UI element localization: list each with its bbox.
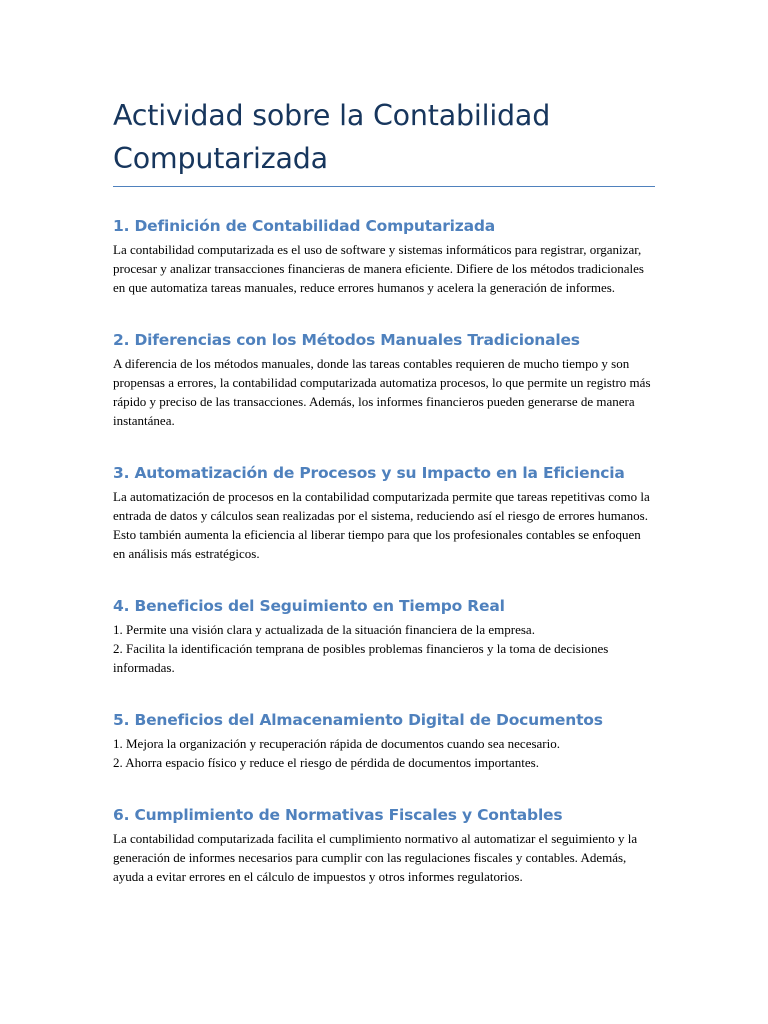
section-heading: 1. Definición de Contabilidad Computarizada <box>113 217 496 235</box>
section-definicion <box>113 216 655 297</box>
section-body <box>113 620 655 677</box>
section-body <box>113 354 655 430</box>
paragraph: La contabilidad computarizada facilita el cumplimiento normativo al automatizar el seguimiento y la generación de informes necesarios para cumplir con las regulaciones fiscales y contables. Además, ayuda a evitar errores en el cálculo de impuestos y otros informes regulatorios. <box>113 831 638 884</box>
section-body <box>113 829 655 886</box>
section-body <box>113 240 655 297</box>
section-body <box>113 734 655 772</box>
section-heading: 2. Diferencias con los Métodos Manuales Tradicionales <box>113 331 580 349</box>
list-item: 2. Ahorra espacio físico y reduce el riesgo de pérdida de documentos importantes. <box>113 755 539 770</box>
document-title: Actividad sobre la Contabilidad Computarizada <box>113 99 551 175</box>
section-seguimiento <box>113 596 655 677</box>
list-item: 2. Facilita la identificación temprana de posibles problemas financieros y la toma de decisiones informadas. <box>113 641 609 675</box>
paragraph: La contabilidad computarizada es el uso de software y sistemas informáticos para registrar, organizar, procesar y analizar transacciones financieras de manera eficiente. Difiere de los métodos tradicionales en que automatiza tareas manuales, reduce errores humanos y acelera la generación de informes. <box>113 242 644 295</box>
section-almacenamiento <box>113 710 655 772</box>
section-diferencias <box>113 330 655 430</box>
section-heading: 3. Automatización de Procesos y su Impacto en la Eficiencia <box>113 464 625 482</box>
paragraph: La automatización de procesos en la contabilidad computarizada permite que tareas repetitivas como la entrada de datos y cálculos sean realizadas por el sistema, reduciendo así el riesgo de errores humanos. Esto también aumenta la eficiencia al liberar tiempo para que los profesionales contables se enfoquen en análisis más estratégicos. <box>113 489 650 561</box>
section-cumplimiento <box>113 805 655 886</box>
section-body <box>113 487 655 563</box>
list-item: 1. Permite una visión clara y actualizada de la situación financiera de la empresa. <box>113 622 535 637</box>
paragraph: A diferencia de los métodos manuales, donde las tareas contables requieren de mucho tiempo y son propensas a errores, la contabilidad computarizada automatiza procesos, lo que permite un registro más rápido y preciso de las transacciones. Además, los informes financieros pueden generarse de manera instantánea. <box>113 356 651 428</box>
section-heading: 4. Beneficios del Seguimiento en Tiempo Real <box>113 597 505 615</box>
title-underline <box>113 186 655 187</box>
section-heading: 5. Beneficios del Almacenamiento Digital de Documentos <box>113 711 603 729</box>
section-heading: 6. Cumplimiento de Normativas Fiscales y Contables <box>113 806 563 824</box>
list-item: 1. Mejora la organización y recuperación rápida de documentos cuando sea necesario. <box>113 736 560 751</box>
document-page <box>113 94 655 886</box>
section-automatizacion <box>113 463 655 563</box>
